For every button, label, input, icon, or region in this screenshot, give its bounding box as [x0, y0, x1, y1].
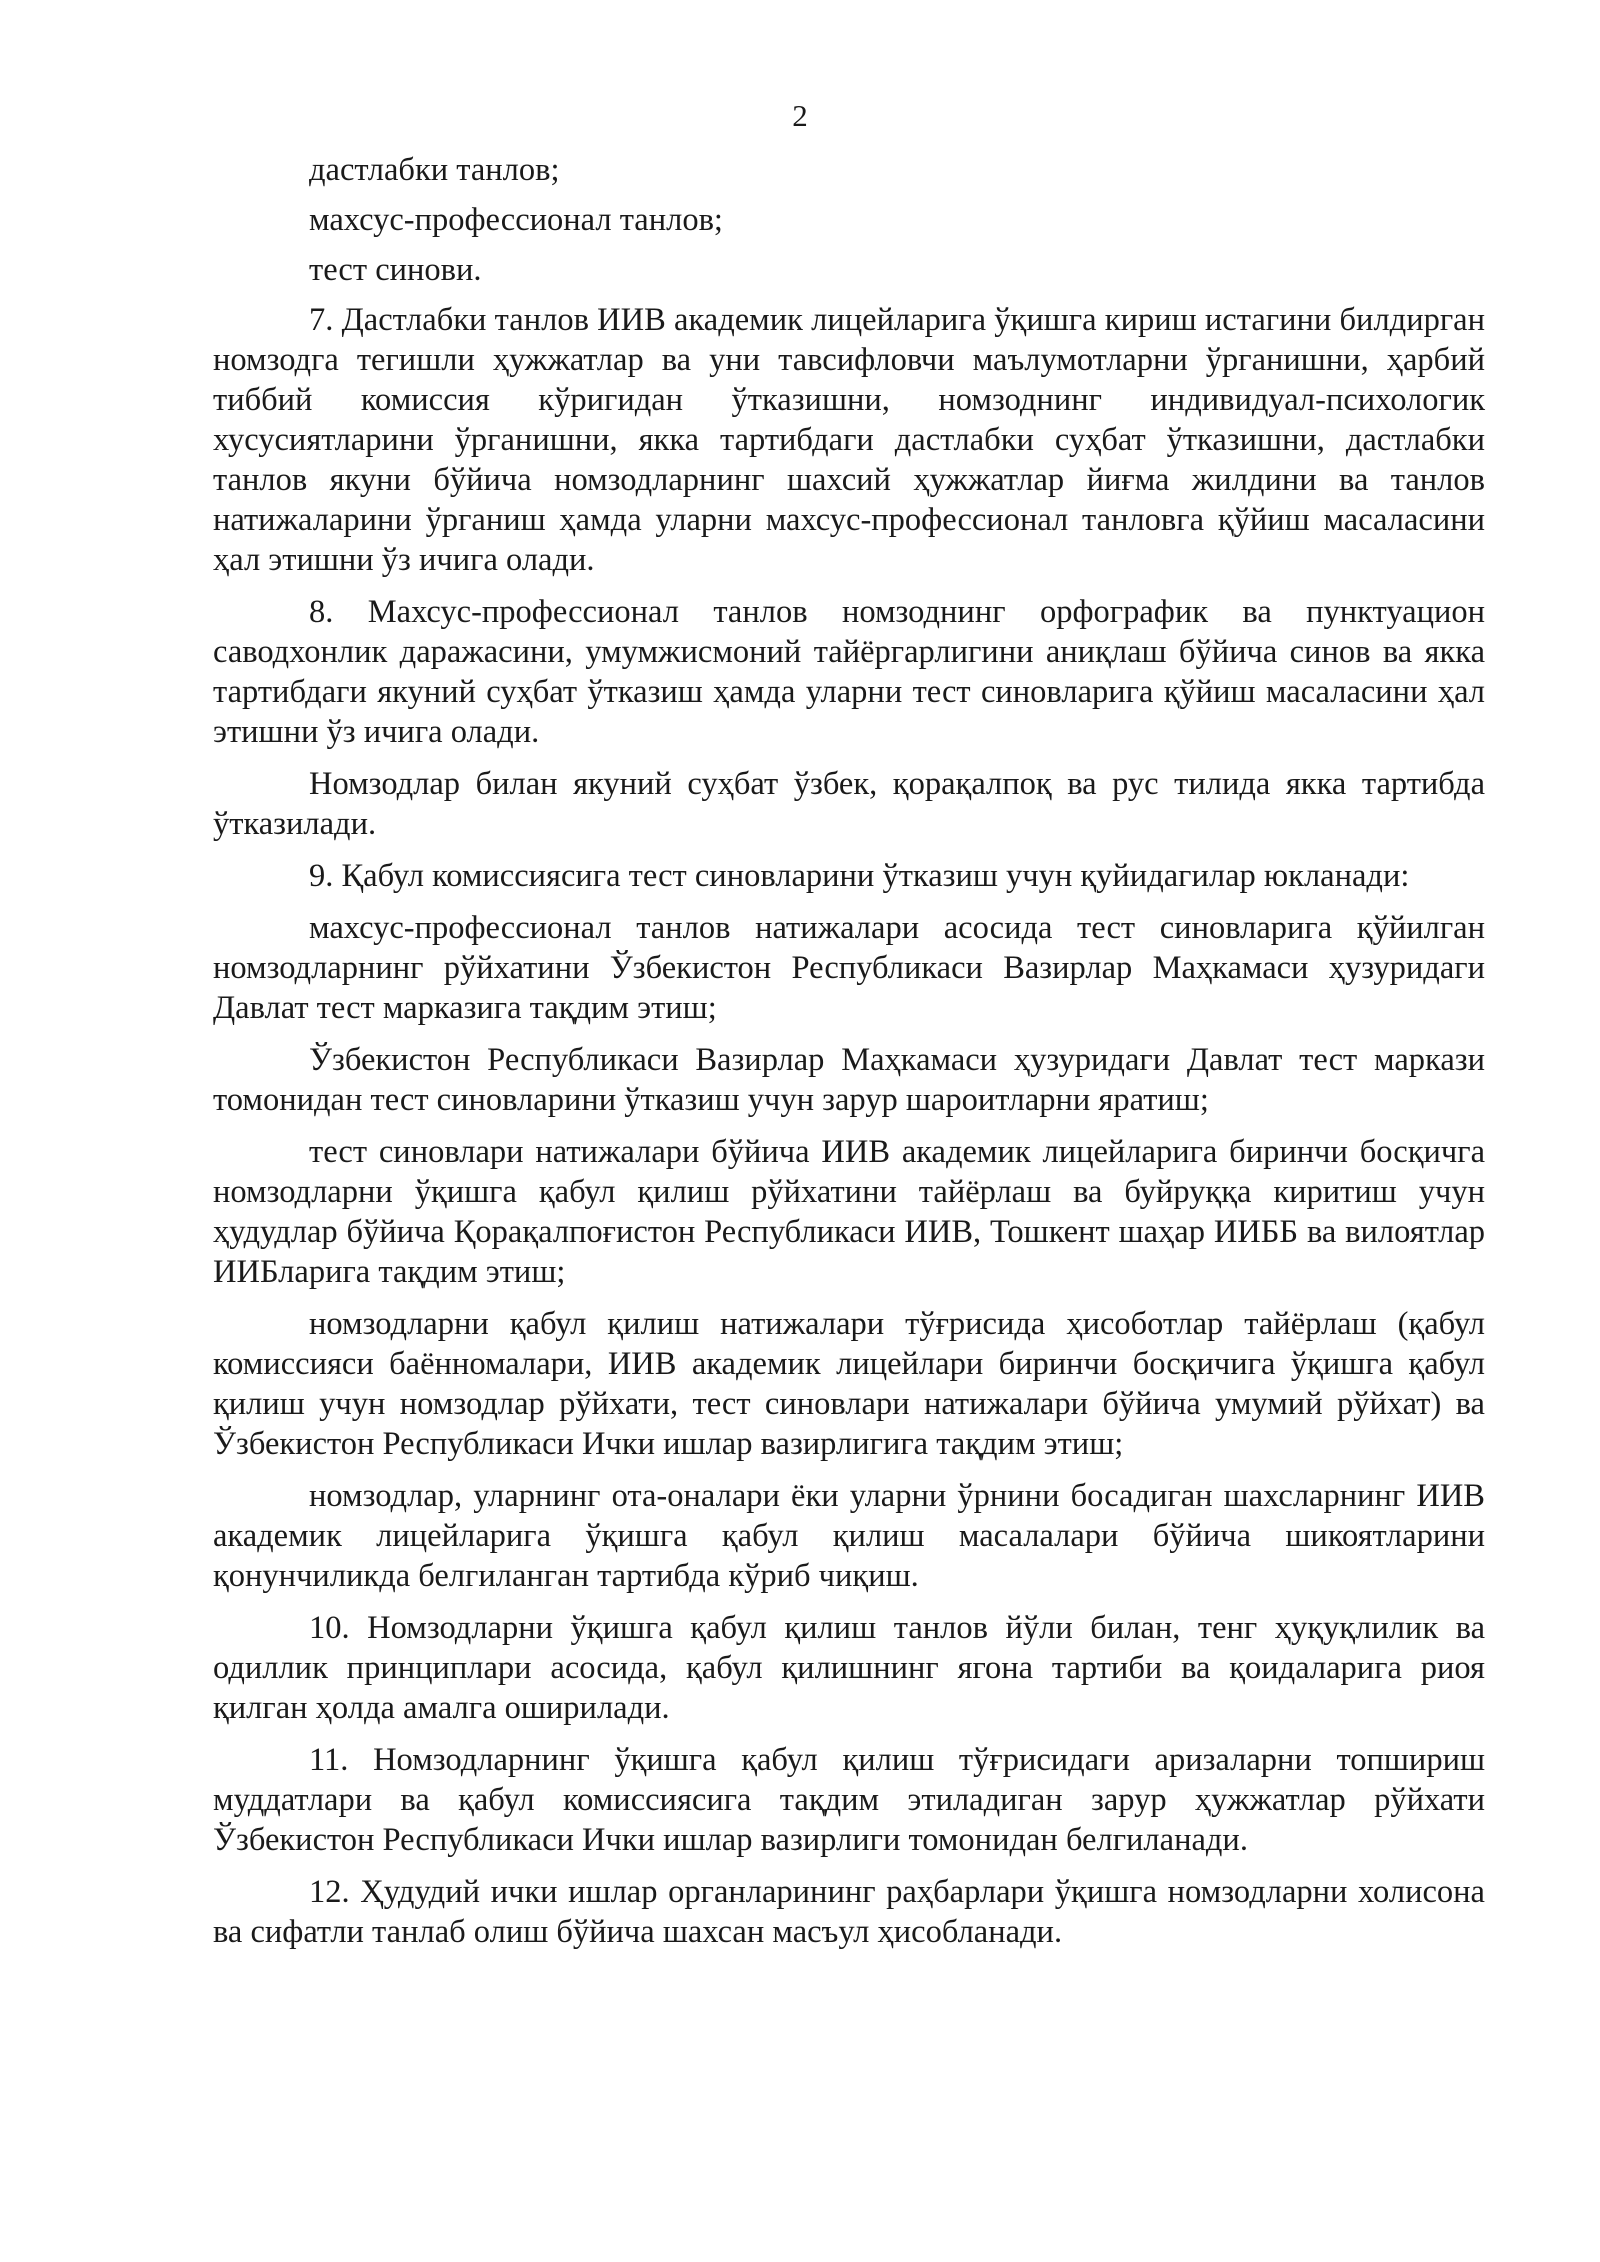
paragraph-8: 8. Махсус-профессионал танлов номзоднинг орфографик ва пунктуацион саводхонлик даражасини, умумжисмоний тайёргарлигини аниқлаш бўйича синов ва якка тартибдаги якуний суҳбат ўтказиш ҳамда уларни тест синовларига қўйиш масаласини ҳал этишни ўз ичига олади. — [213, 594, 1485, 750]
paragraph-9: 9. Қабул комиссиясига тест синовларини ўтказиш учун қуйидагилар юкланади: — [309, 858, 1410, 894]
paragraph-9-item-3: тест синовлари натижалари бўйича ИИВ академик лицейларига биринчи босқичга номзодларни ўқишга қабул қилиш рўйхатини тайёрлаш ва буйруққа киритиш учун ҳудудлар бўйича Қорақалпоғистон Республикаси ИИВ, Тошкент шаҳар ИИББ ва вилоятлар ИИБларига тақдим этиш; — [213, 1134, 1485, 1290]
paragraph-10: 10. Номзодларни ўқишга қабул қилиш танлов йўли билан, тенг ҳуқуқлилик ва одиллик принциплари асосида, қабул қилишнинг ягона тартиби ва қоидаларига риоя қилган ҳолда амалга оширилади. — [213, 1610, 1485, 1726]
page-number: 2 — [792, 98, 808, 133]
list-item-special-professional-selection: махсус-профессионал танлов; — [309, 202, 723, 238]
document-body — [213, 150, 1485, 1964]
paragraph-9-item-1: махсус-профессионал танлов натижалари асосида тест синовларига қўйилган номзодларнинг рўйхатини Ўзбекистон Республикаси Вазирлар Маҳкамаси ҳузуридаги Давлат тест марказига тақдим этиш; — [213, 910, 1485, 1026]
list-item-preliminary-selection: дастлабки танлов; — [309, 152, 560, 188]
paragraph-11: 11. Номзодларнинг ўқишга қабул қилиш тўғрисидаги аризаларни топшириш муддатлари ва қабул комиссиясига тақдим этиладиган зарур ҳужжатлар рўйхати Ўзбекистон Республикаси Ички ишлар вазирлиги томонидан белгиланади. — [213, 1742, 1485, 1858]
paragraph-9-item-4: номзодларни қабул қилиш натижалари тўғрисида ҳисоботлар тайёрлаш (қабул комиссияси баённомалари, ИИВ академик лицейлари биринчи босқичига ўқишга қабул қилиш учун номзодлар рўйхати, тест синовлари натижалари бўйича умумий рўйхат) ва Ўзбекистон Республикаси Ички ишлар вазирлигига тақдим этиш; — [213, 1306, 1485, 1462]
paragraph-8-interview: Номзодлар билан якуний суҳбат ўзбек, қорақалпоқ ва рус тилида якка тартибда ўтказилади. — [213, 766, 1485, 842]
list-item-test: тест синови. — [309, 252, 482, 288]
paragraph-9-item-5: номзодлар, уларнинг ота-оналари ёки уларни ўрнини босадиган шахсларнинг ИИВ академик лицейларига ўқишга қабул қилиш масалалари бўйича шикоятларини қонунчиликда белгиланган тартибда кўриб чиқиш. — [213, 1478, 1485, 1594]
paragraph-12: 12. Ҳудудий ички ишлар органларининг раҳбарлари ўқишга номзодларни холисона ва сифатли танлаб олиш бўйича шахсан масъул ҳисобланади. — [213, 1874, 1485, 1950]
paragraph-9-item-2: Ўзбекистон Республикаси Вазирлар Маҳкамаси ҳузуридаги Давлат тест маркази томонидан тест синовларини ўтказиш учун зарур шароитларни яратиш; — [213, 1042, 1485, 1118]
paragraph-7: 7. Дастлабки танлов ИИВ академик лицейларига ўқишга кириш истагини билдирган номзодга тегишли ҳужжатлар ва уни тавсифловчи маълумотларни ўрганишни, ҳарбий тиббий комиссия кўригидан ўтказишни, номзоднинг индивидуал-психологик хусусиятларини ўрганишни, якка тартибдаги дастлабки суҳбат ўтказишни, дастлабки танлов якуни бўйича номзодларнинг шахсий ҳужжатлар йиғма жилдини ва танлов натижаларини ўрганиш ҳамда уларни махсус-профессионал танловга қўйиш масаласини ҳал этишни ўз ичига олади. — [213, 302, 1485, 578]
